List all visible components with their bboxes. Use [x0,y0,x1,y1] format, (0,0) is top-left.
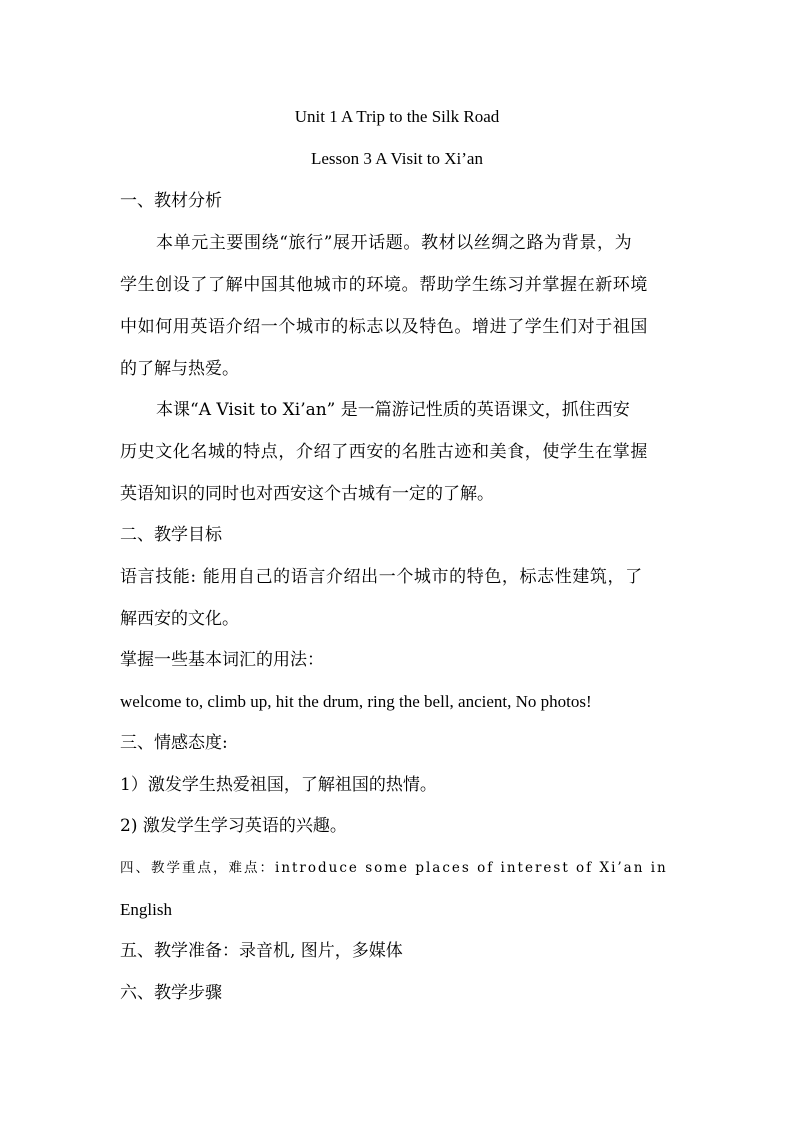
goal-line-1: 语言技能: 能用自己的语言介绍出一个城市的特色，标志性建筑，了 [120,567,643,587]
paragraph-1-line-4: 的了解与热爱。 [120,359,239,379]
goal-line-2: 解西安的文化。 [120,609,239,629]
section-3-heading: 三、情感态度: [120,733,228,753]
attitude-item-1: 1）激发学生热爱祖国，了解祖国的热情。 [120,775,437,795]
section-2-heading: 二、教学目标 [120,525,222,545]
section-5: 五、教学准备：录音机, 图片，多媒体 [120,941,403,961]
paragraph-2-line-3: 英语知识的同时也对西安这个古城有一定的了解。 [120,484,494,504]
paragraph-2-line-2: 历史文化名城的特点，介绍了西安的名胜古迹和美食，使学生在掌握 [120,442,648,462]
paragraph-1-line-2: 学生创设了了解中国其他城市的环境。帮助学生练习并掌握在新环境 [120,275,648,295]
vocabulary-intro: 掌握一些基本词汇的用法： [120,650,324,670]
document-subtitle: Lesson 3 A Visit to Xi’an [311,149,483,168]
section-4-line-1: 四、教学重点，难点：introduce some places of interest of Xi’an in [120,860,668,876]
document-title: Unit 1 A Trip to the Silk Road [294,107,500,126]
section-6-heading: 六、教学步骤 [120,983,222,1003]
attitude-item-2: 2) 激发学生学习英语的兴趣。 [120,816,347,836]
section-4-line-2: English [120,900,172,919]
vocabulary-list: welcome to, climb up, hit the drum, ring the bell, ancient, No photos! [120,692,592,711]
section-1-heading: 一、教材分析 [120,191,222,211]
paragraph-1-line-3: 中如何用英语介绍一个城市的标志以及特色。增进了学生们对于祖国 [120,317,648,337]
paragraph-1-line-1: 本单元主要围绕“旅行”展开话题。教材以丝绸之路为背景，为 [156,233,633,253]
paragraph-2-line-1: 本课“A Visit to Xi’an” 是一篇游记性质的英语课文，抓住西安 [156,400,630,420]
